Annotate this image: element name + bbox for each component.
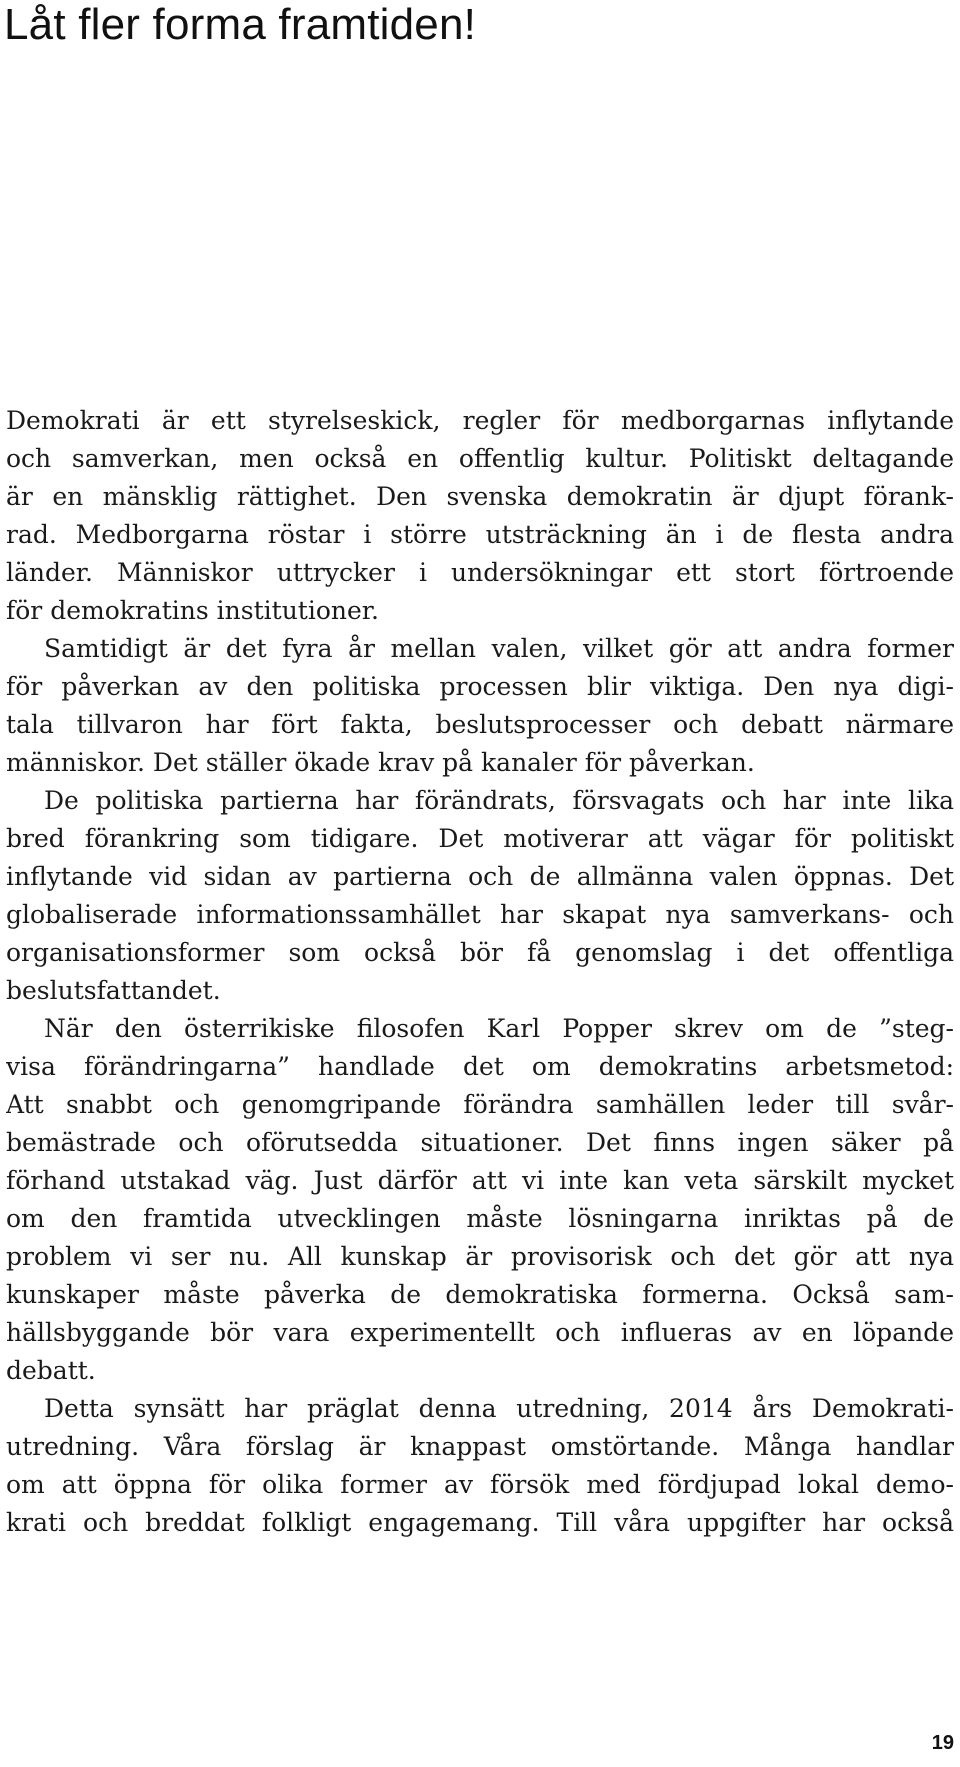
page-number: 19 — [931, 1732, 954, 1754]
text-line: människor. Det ställer ökade krav på kanaler för påverkan. — [6, 748, 755, 777]
text-line: organisationsformer som också bör få genomslag i det offentliga — [6, 938, 954, 967]
text-line: De politiska partierna har förändrats, försvagats och har inte lika — [44, 786, 954, 815]
text-line: rad. Medborgarna röstar i större utsträckning än i de flesta andra — [6, 520, 954, 549]
text-line: Att snabbt och genomgripande förändra samhällen leder till svår- — [6, 1090, 954, 1119]
page-title: Låt fler forma framtiden! — [4, 0, 477, 49]
text-line: Samtidigt är det fyra år mellan valen, vilket gör att andra former — [44, 634, 954, 663]
text-line: problem vi ser nu. All kunskap är provisorisk och det gör att nya — [6, 1242, 954, 1271]
text-line: beslutsfattandet. — [6, 976, 221, 1005]
text-line: kunskaper måste påverka de demokratiska formerna. Också sam- — [6, 1280, 954, 1309]
text-line: krati och breddat folkligt engagemang. Till våra uppgifter har också — [6, 1508, 954, 1537]
text-line: för påverkan av den politiska processen blir viktiga. Den nya digi- — [6, 672, 954, 701]
text-line: globaliserade informationssamhället har skapat nya samverkans- och — [6, 900, 954, 929]
body-text — [6, 402, 954, 1542]
text-line: bred förankring som tidigare. Det motiverar att vägar för politiskt — [6, 824, 954, 853]
text-line: Demokrati är ett styrelseskick, regler för medborgarnas inflytande — [6, 406, 954, 435]
text-line: Detta synsätt har präglat denna utredning, 2014 års Demokrati- — [44, 1394, 954, 1423]
text-line: och samverkan, men också en offentlig kultur. Politiskt deltagande — [6, 444, 954, 473]
text-line: om att öppna för olika former av försök med fördjupad lokal demo- — [6, 1470, 954, 1499]
text-line: debatt. — [6, 1356, 96, 1385]
text-line: utredning. Våra förslag är knappast omstörtande. Många handlar — [6, 1432, 954, 1461]
text-line: hällsbyggande bör vara experimentellt och influeras av en löpande — [6, 1318, 954, 1347]
text-line: tala tillvaron har fört fakta, beslutsprocesser och debatt närmare — [6, 710, 954, 739]
text-line: bemästrade och oförutsedda situationer. Det finns ingen säker på — [6, 1128, 954, 1157]
text-line: är en mänsklig rättighet. Den svenska demokratin är djupt förank- — [6, 482, 954, 511]
text-line: för demokratins institutioner. — [6, 596, 379, 625]
text-line: visa förändringarna” handlade det om demokratins arbetsmetod: — [6, 1052, 954, 1081]
text-line: länder. Människor uttrycker i undersökningar ett stort förtroende — [6, 558, 954, 587]
text-line: förhand utstakad väg. Just därför att vi inte kan veta särskilt mycket — [6, 1166, 954, 1195]
text-line: När den österrikiske filosofen Karl Popper skrev om de ”steg- — [44, 1014, 954, 1043]
text-line: om den framtida utvecklingen måste lösningarna inriktas på de — [6, 1204, 954, 1233]
text-line: inflytande vid sidan av partierna och de allmänna valen öppnas. Det — [6, 862, 954, 891]
